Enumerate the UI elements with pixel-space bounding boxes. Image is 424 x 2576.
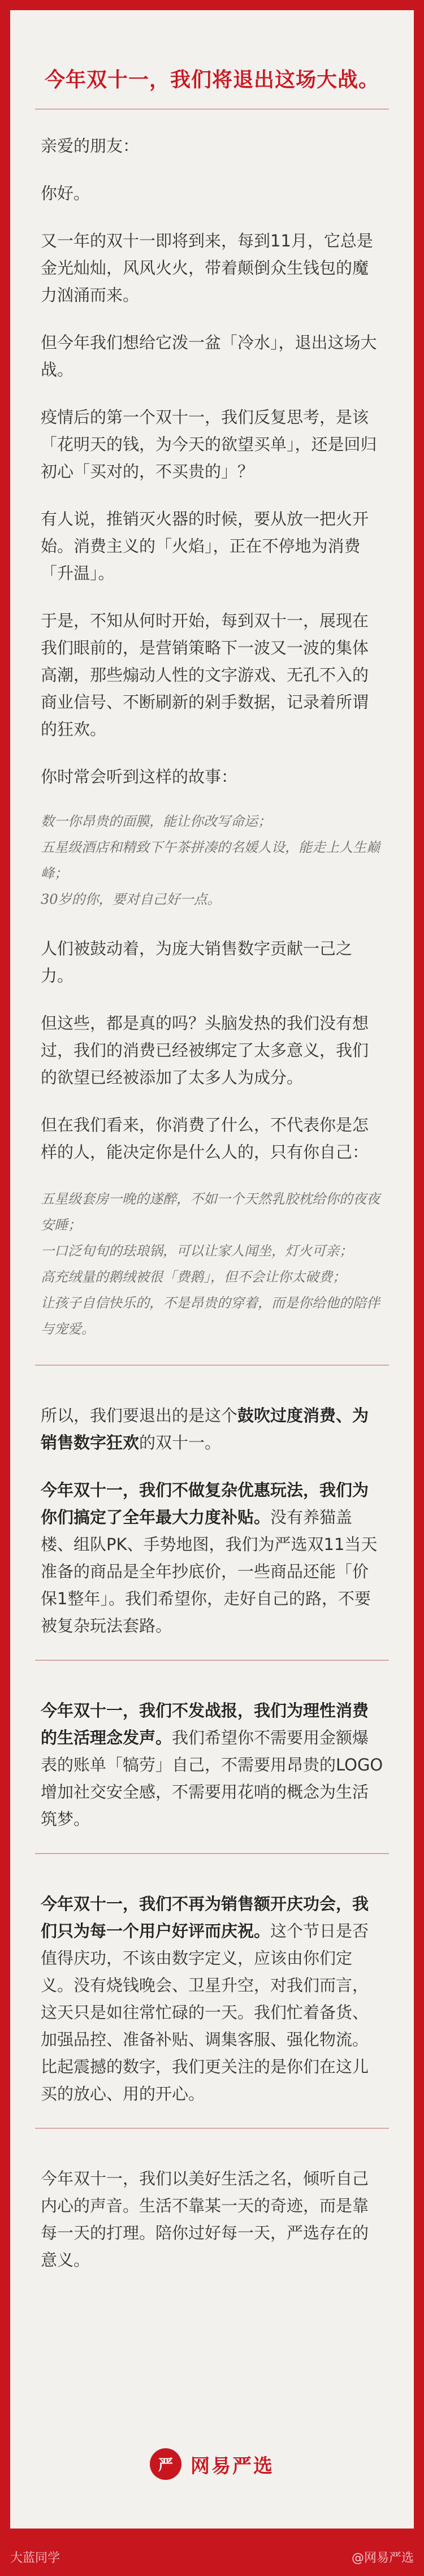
section-divider xyxy=(35,1365,389,1366)
section-divider xyxy=(35,1660,389,1661)
paragraph: 疫情后的第一个双十一，我们反复思考，是该「花明天的钱，为今天的欲望买单」，还是回归初心「买对的，不买贵的」？ xyxy=(41,408,377,481)
text-run: 我们希望你不需要用金额爆表的账单「犒劳」自己，不需要用昂贵的LOGO增加社交安全感，不需要用花哨的概念为生活筑梦。 xyxy=(41,1728,383,1829)
paragraph xyxy=(41,1890,383,2107)
emphasis-text: 今年双十一，我们不发战报，我们为理性消费的生活理念发声。 xyxy=(41,1701,369,1747)
text-run: 的双十一。 xyxy=(139,1433,222,1452)
emphasis-text: 今年双十一，我们不再为销售额开庆功会，我们只为每一个用户好评而庆祝。 xyxy=(41,1894,369,1941)
emphasis-text: 鼓吹过度消费、为销售数字狂欢 xyxy=(41,1406,369,1452)
greeting: 亲爱的朋友： xyxy=(41,136,140,155)
quote-block-stories xyxy=(41,808,383,912)
text-run: 没有养猫盖楼、组队PK、手势地图，我们为严选双11当天准备的商品是全年抄底价，一些商品还能「价保1整年」。我们希望你，走好自己的路，不要被复杂玩法套路。 xyxy=(41,1508,378,1635)
brand-logo xyxy=(10,2448,414,2480)
paragraph: 又一年的双十一即将到来，每到11月，它总是金光灿灿，风风火火，带着颠倒众生钱包的魔力汹涌而来。 xyxy=(41,231,373,305)
paragraph xyxy=(41,1697,383,1833)
quote-line: 数一你昂贵的面膜，能让你改写命运； xyxy=(41,813,271,829)
quote-line: 30岁的你，要对自己好一点。 xyxy=(41,891,221,907)
page-title: 今年双十一，我们将退出这场大战。 xyxy=(44,68,379,92)
brand-name: 网易严选 xyxy=(191,2454,274,2478)
section-divider xyxy=(35,1853,389,1854)
watermark-right: @网易严选 xyxy=(351,2551,414,2565)
paragraph: 但今年我们想给它泼一盆「冷水」，退出这场大战。 xyxy=(41,333,377,379)
hello: 你好。 xyxy=(41,184,90,203)
quote-line: 高充绒量的鹅绒被很「费鹅」，但不会让你太破费； xyxy=(41,1269,346,1285)
paragraph: 有人说，推销灭火器的时候，要从放一把火开始。消费主义的「火焰」，正在不停地为消费「升温」。 xyxy=(41,509,369,583)
paragraph: 今年双十一，我们以美好生活之名，倾听自己内心的声音。生活不靠某一天的奇迹，而是靠每一天的打理。陪你过好每一天，严选存在的意义。 xyxy=(41,2169,369,2270)
paragraph: 但这些，都是真的吗？头脑发热的我们没有想过，我们的消费已经被绑定了太多意义，我们的欲望已经被添加了太多人为成分。 xyxy=(41,1014,369,1087)
text-run: 这个节日是否值得庆功，不该由数字定义，应该由你们定义。没有烧钱晚会、卫星升空，对我们而言，这天只是如往常忙碌的一天。我们忙着备货、加强品控、准备补贴、调集客服、强化物流。比起震撼的数字，我们更关注的是你们在这儿买的放心、用的开心。 xyxy=(41,1921,369,2103)
quote-block-values xyxy=(41,1186,383,1342)
paragraph: 但在我们看来，你消费了什么，不代表你是怎样的人，能决定你是什么人的，只有你自己： xyxy=(41,1115,369,1162)
quote-line: 五星级酒店和精致下午茶拼凑的名媛人设，能走上人生巅峰； xyxy=(41,839,380,881)
quote-line: 让孩子自信快乐的，不是昂贵的穿着，而是你给他的陪伴与宠爱。 xyxy=(41,1295,380,1337)
paragraph: 你时常会听到这样的故事： xyxy=(41,767,238,786)
watermark-left: 大蓝同学 xyxy=(10,2551,60,2565)
letter-body xyxy=(41,132,383,2274)
paragraph: 于是，不知从何时开始，每到双十一，展现在我们眼前的，是营销策略下一波又一波的集体高潮，那些煽动人性的文字游戏、无孔不入的商业信号、不断刷新的剁手数据，记录着所谓的狂欢。 xyxy=(41,611,369,739)
paragraph xyxy=(41,1402,383,1456)
title-divider xyxy=(35,109,389,110)
emphasis-text: 今年双十一，我们不做复杂优惠玩法，我们为你们搞定了全年最大力度补贴。 xyxy=(41,1480,369,1527)
brand-mark-icon xyxy=(150,2448,181,2480)
quote-line: 一口泛旬旬的珐琅锅，可以让家人闻坐，灯火可亲； xyxy=(41,1243,353,1259)
paragraph: 人们被鼓动着，为庞大销售数字贡献一己之力。 xyxy=(41,939,353,985)
paragraph xyxy=(41,1477,383,1639)
quote-line: 五星级套房一晚的遂醉，不如一个天然乳胶枕给你的夜夜安睡； xyxy=(41,1191,380,1233)
brand-mark-text: 严 xyxy=(158,2457,174,2474)
text-run: 所以，我们要退出的是这个 xyxy=(41,1406,238,1425)
section-divider xyxy=(35,2128,389,2129)
letter-card xyxy=(10,10,414,2529)
